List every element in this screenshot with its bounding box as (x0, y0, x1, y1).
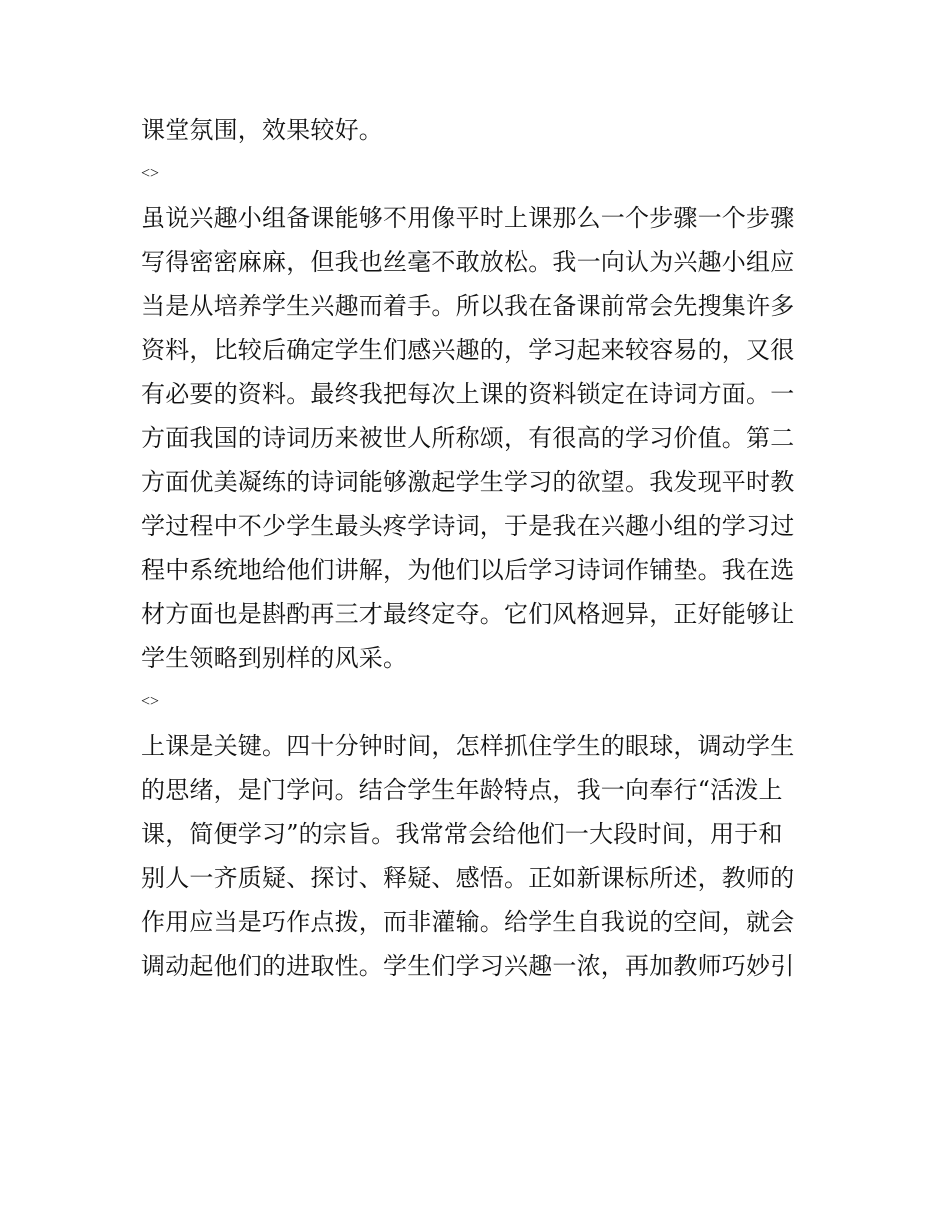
paragraph-1 (141, 108, 821, 152)
paragraph-2 (141, 196, 821, 680)
text-line: 写得密密麻麻，但我也丝毫不敢放松。我一向认为兴趣小组应 (141, 248, 795, 276)
text-line: 学生领略到别样的风采。 (141, 644, 408, 672)
text-line: 课，简便学习”的宗旨。我常常会给他们一大段时间，用于和 (141, 820, 783, 848)
text-line: 方面我国的诗词历来被世人所称颂，有很高的学习价值。第二 (141, 424, 795, 452)
text-line: 别人一齐质疑、探讨、释疑、感悟。正如新课标所述，教师的 (141, 864, 795, 892)
text-line: 调动起他们的进取性。学生们学习兴趣一浓，再加教师巧妙引 (141, 952, 795, 980)
text-line: 当是从培养学生兴趣而着手。所以我在备课前常会先搜集许多 (141, 292, 795, 320)
text-line: 材方面也是斟酌再三才最终定夺。它们风格迥异，正好能够让 (141, 600, 795, 628)
text-line: 虽说兴趣小组备课能够不用像平时上课那么一个步骤一个步骤 (141, 204, 795, 232)
document-body (141, 108, 821, 988)
text-line: 资料，比较后确定学生们感兴趣的，学习起来较容易的，又很 (141, 336, 795, 364)
paragraph-3 (141, 724, 821, 988)
text-line: 上课是关键。四十分钟时间，怎样抓住学生的眼球，调动学生 (141, 732, 795, 760)
text-line: 程中系统地给他们讲解，为他们以后学习诗词作铺垫。我在选 (141, 556, 795, 584)
text-line: 学过程中不少学生最头疼学诗词，于是我在兴趣小组的学习过 (141, 512, 795, 540)
section-separator: <> (141, 693, 160, 710)
text-line: 的思绪，是门学问。结合学生年龄特点，我一向奉行“活泼上 (141, 776, 783, 804)
text-line: 有必要的资料。最终我把每次上课的资料锁定在诗词方面。一 (141, 380, 795, 408)
text-line: 方面优美凝练的诗词能够激起学生学习的欲望。我发现平时教 (141, 468, 795, 496)
text-line: 课堂氛围，效果较好。 (141, 116, 383, 144)
text-line: 作用应当是巧作点拨，而非灌输。给学生自我说的空间，就会 (141, 908, 795, 936)
section-separator: <> (141, 165, 160, 182)
